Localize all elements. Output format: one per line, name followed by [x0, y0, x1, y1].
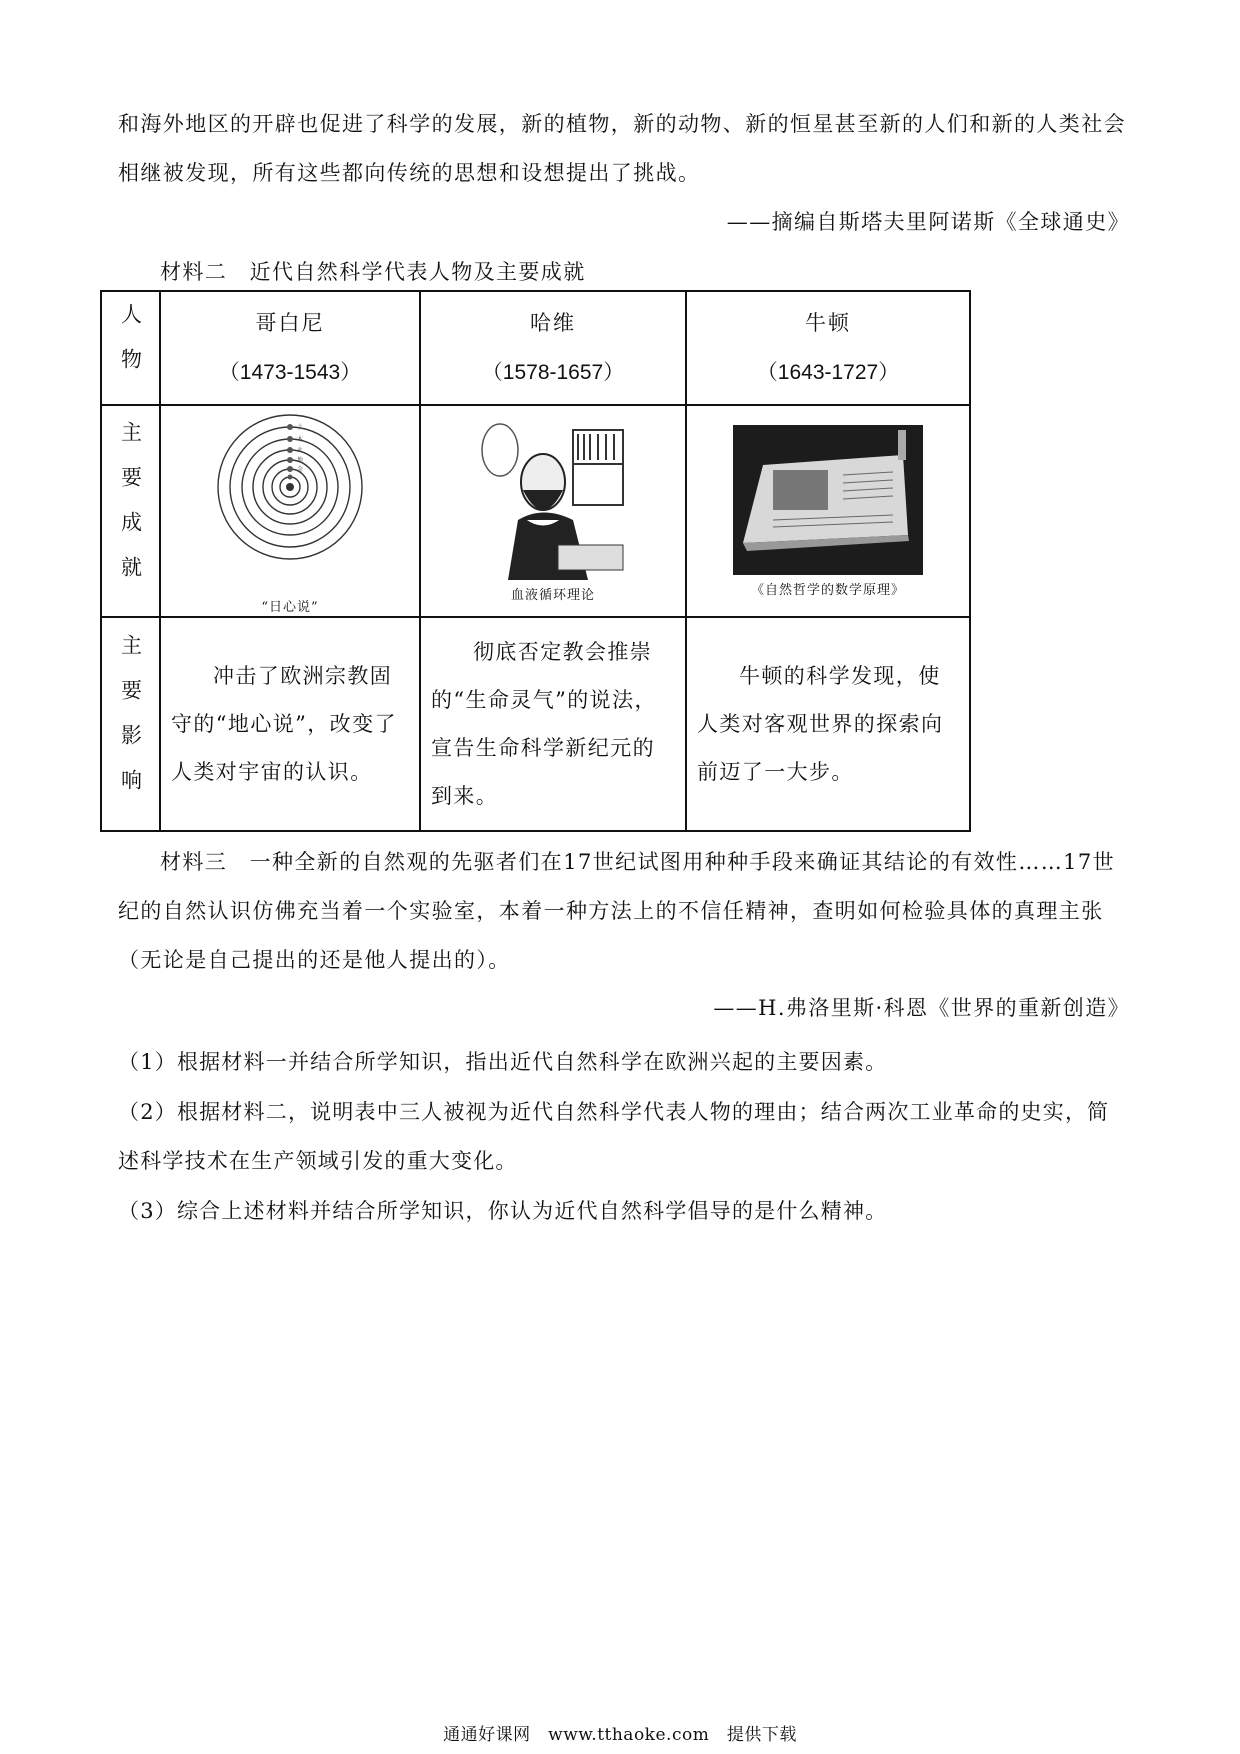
- achievement-cell-newton: [686, 405, 970, 617]
- question-1: （1）根据材料一并结合所学知识，指出近代自然科学在欧洲兴起的主要因素。: [118, 1050, 888, 1074]
- achievement-cell-harvey: [420, 405, 686, 617]
- person-cell-newton: [686, 291, 970, 405]
- svg-text:金: 金: [297, 466, 304, 473]
- svg-text:火: 火: [297, 447, 304, 454]
- achievement-caption: 血液循环理论: [510, 587, 595, 603]
- heliocentric-diagram: [205, 407, 375, 592]
- svg-text:木: 木: [297, 436, 304, 443]
- achievement-caption: “日心说”: [261, 600, 319, 615]
- question-2: （2）根据材料二，说明表中三人被视为近代自然科学代表人物的理由；结合两次工业革命的史实，简述科学技术在生产领域引发的重大变化。: [118, 1100, 1110, 1173]
- svg-text:地: 地: [297, 457, 304, 464]
- person-cell-harvey: [420, 291, 686, 405]
- row-label-achievements: 主要成就: [101, 405, 160, 617]
- person-years: （1643-1727）: [756, 361, 900, 384]
- question-3: （3）综合上述材料并结合所学知识，你认为近代自然科学倡导的是什么精神。: [118, 1199, 888, 1223]
- achievements-table: [100, 290, 971, 832]
- table-row-people: [101, 291, 970, 405]
- row-label-people: 人物: [101, 291, 160, 405]
- material3-text: 材料三 一种全新的自然观的先驱者们在17世纪试图用种种手段来确证其结论的有效性……17世纪的自然认识仿佛充当着一个实验室，本着一种方法上的不信任精神，查明如何检验具体的真理主张（无论是自己提出的还是他人提出的）。: [118, 850, 1116, 972]
- svg-text:土: 土: [297, 424, 304, 431]
- person-name: 哈维: [530, 311, 576, 335]
- impact-harvey: 彻底否定教会推崇的“生命灵气”的说法，宣告生命科学新纪元的到来。: [420, 617, 686, 831]
- impact-newton: 牛顿的科学发现，使人类对客观世界的探索向前迈了一大步。: [686, 617, 970, 831]
- row-label-impact: 主要影响: [101, 617, 160, 831]
- table-row-impact: [101, 617, 970, 831]
- harvey-portrait-illustration: [478, 420, 628, 580]
- impact-copernicus: 冲击了欧洲宗教固守的“地心说”，改变了人类对宇宙的认识。: [160, 617, 420, 831]
- person-name: 牛顿: [805, 311, 851, 335]
- material3-source: ——H.弗洛里斯·科恩《世界的重新创造》: [713, 996, 1130, 1020]
- table-row-achievements: [101, 405, 970, 617]
- achievement-caption: 《自然哲学的数学原理》: [750, 582, 905, 598]
- person-years: （1473-1543）: [218, 361, 362, 384]
- person-years: （1578-1657）: [481, 361, 625, 384]
- material1-text: 和海外地区的开辟也促进了科学的发展，新的植物，新的动物、新的恒星甚至新的人们和新的人类社会相继被发现，所有这些都向传统的思想和设想提出了挑战。: [118, 112, 1126, 185]
- principia-book-photo: [733, 425, 923, 575]
- page-footer: 通通好课网 www.tthaoke.com 提供下载: [443, 1725, 797, 1745]
- person-cell-copernicus: [160, 291, 420, 405]
- material1-source: ——摘编自斯塔夫里阿诺斯《全球通史》: [726, 210, 1130, 234]
- achievement-cell-copernicus: [160, 405, 420, 617]
- person-name: 哥白尼: [255, 311, 325, 335]
- material2-label: 材料二 近代自然科学代表人物及主要成就: [160, 260, 586, 284]
